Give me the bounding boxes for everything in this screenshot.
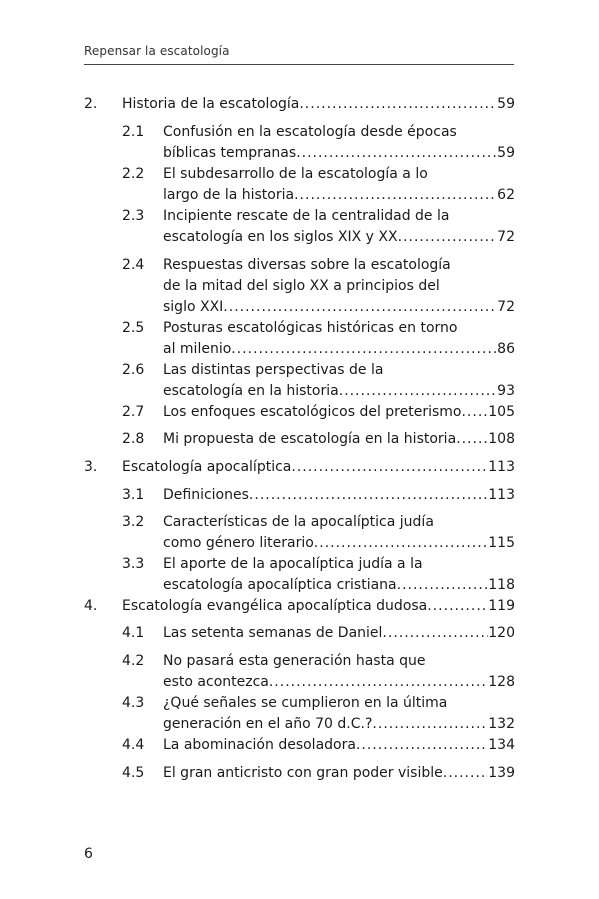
toc-entry-number: 4.3 bbox=[122, 695, 145, 711]
toc-leader-row bbox=[163, 429, 515, 450]
dot-leader bbox=[339, 381, 497, 402]
toc-entry-number: 2. bbox=[84, 96, 98, 112]
toc-page-number: 72 bbox=[497, 299, 515, 315]
toc-entry-number: 2.7 bbox=[122, 404, 145, 420]
toc-page-number: 119 bbox=[488, 598, 515, 614]
running-head: Repensar la escatología bbox=[84, 44, 230, 58]
toc-title-line: generación en el año 70 d.C.? bbox=[163, 716, 373, 732]
toc-title-line: de la mitad del siglo XX a principios del bbox=[163, 278, 440, 294]
dot-leader bbox=[231, 339, 497, 360]
toc-page-number: 59 bbox=[497, 145, 515, 161]
toc-title-line: Confusión en la escatología desde épocas bbox=[163, 124, 457, 140]
toc-title-line: ¿Qué señales se cumplieron en la última bbox=[163, 695, 448, 711]
toc-entry-number: 3. bbox=[84, 459, 98, 475]
toc-leader-row bbox=[163, 672, 515, 693]
toc-title-line: Historia de la escatología bbox=[122, 96, 300, 112]
toc-entry-number: 3.1 bbox=[122, 487, 145, 503]
toc-page-number: 139 bbox=[488, 765, 515, 781]
toc-leader-row bbox=[163, 339, 515, 360]
toc-entry-number: 2.6 bbox=[122, 362, 145, 378]
toc-leader-row bbox=[163, 575, 515, 596]
toc-title-line: bíblicas tempranas bbox=[163, 145, 297, 161]
toc-entry-title bbox=[163, 255, 515, 318]
toc-leader-row bbox=[163, 485, 515, 506]
toc-entry-number: 3.3 bbox=[122, 556, 145, 572]
toc-title-line: La abominación desoladora bbox=[163, 737, 356, 753]
toc-page-number: 59 bbox=[497, 96, 515, 112]
toc-entry-number: 4. bbox=[84, 598, 98, 614]
dot-leader bbox=[249, 485, 488, 506]
toc-title-line: No pasará esta generación hasta que bbox=[163, 653, 426, 669]
toc-page-number: 134 bbox=[488, 737, 515, 753]
dot-leader bbox=[314, 533, 488, 554]
toc-leader-row bbox=[163, 143, 515, 164]
toc-title-line: como género literario bbox=[163, 535, 314, 551]
toc-title-line: esto acontezca bbox=[163, 674, 269, 690]
toc-entry-title bbox=[163, 693, 515, 735]
toc-title-line: Respuestas diversas sobre la escatología bbox=[163, 257, 451, 273]
toc-entry-number: 4.1 bbox=[122, 625, 145, 641]
toc-title-line: largo de la historia bbox=[163, 187, 295, 203]
toc-entry-title bbox=[163, 360, 515, 402]
toc-entry-number: 2.8 bbox=[122, 431, 145, 447]
toc-title-line: siglo XXI bbox=[163, 299, 224, 315]
toc-entry-title bbox=[163, 735, 515, 756]
toc-entry-number: 4.4 bbox=[122, 737, 145, 753]
dot-leader bbox=[296, 143, 497, 164]
toc-entry-title bbox=[163, 429, 515, 450]
toc-title-line: Las distintas perspectivas de la bbox=[163, 362, 384, 378]
toc-entry-title bbox=[163, 206, 515, 248]
toc-title-line: Posturas escatológicas históricas en torno bbox=[163, 320, 458, 336]
toc-entry-number: 4.5 bbox=[122, 765, 145, 781]
toc-entry-title bbox=[163, 651, 515, 693]
dot-leader bbox=[397, 575, 489, 596]
toc-page-number: 120 bbox=[488, 625, 515, 641]
toc-leader-row bbox=[163, 533, 515, 554]
toc-page-number: 113 bbox=[488, 487, 515, 503]
toc-title-line: Los enfoques escatológicos del preterismo bbox=[163, 404, 462, 420]
toc-title-line: escatología en la historia bbox=[163, 383, 339, 399]
toc-entry-title bbox=[163, 512, 515, 554]
toc-page-number: 86 bbox=[497, 341, 515, 357]
toc-page-number: 113 bbox=[488, 459, 515, 475]
dot-leader bbox=[356, 735, 488, 756]
dot-leader bbox=[461, 402, 488, 423]
toc-leader-row bbox=[122, 596, 515, 617]
toc-leader-row bbox=[163, 623, 515, 644]
dot-leader bbox=[456, 429, 488, 450]
dot-leader bbox=[427, 596, 488, 617]
toc-leader-row bbox=[122, 457, 515, 478]
toc-entry-title bbox=[163, 623, 515, 644]
toc-entry-title bbox=[163, 554, 515, 596]
toc-page-number: 132 bbox=[488, 716, 515, 732]
toc-entry-title bbox=[163, 763, 515, 784]
toc-title-line: El aporte de la apocalíptica judía a la bbox=[163, 556, 423, 572]
toc-page-number: 108 bbox=[488, 431, 515, 447]
toc-leader-row bbox=[163, 402, 515, 423]
toc-entry-number: 3.2 bbox=[122, 514, 145, 530]
toc-page-number: 115 bbox=[488, 535, 515, 551]
toc-title-line: escatología apocalíptica cristiana bbox=[163, 577, 397, 593]
toc-title-line: Las setenta semanas de Daniel bbox=[163, 625, 383, 641]
toc-entry-number: 2.1 bbox=[122, 124, 145, 140]
toc-entry-number: 2.5 bbox=[122, 320, 145, 336]
dot-leader bbox=[372, 714, 488, 735]
toc-title-line: al milenio bbox=[163, 341, 232, 357]
toc-title-line: Incipiente rescate de la centralidad de la bbox=[163, 208, 450, 224]
dot-leader bbox=[223, 297, 497, 318]
dot-leader bbox=[398, 227, 498, 248]
toc-title-line: Escatología apocalíptica bbox=[122, 459, 292, 475]
toc-page-number: 62 bbox=[497, 187, 515, 203]
toc-leader-row bbox=[163, 297, 515, 318]
toc-entry-title bbox=[122, 596, 515, 617]
dot-leader bbox=[443, 763, 489, 784]
toc-entry-title bbox=[163, 164, 515, 206]
toc-entry-title bbox=[122, 94, 515, 115]
toc-entry-number: 2.2 bbox=[122, 166, 145, 182]
toc-title-line: Mi propuesta de escatología en la historia bbox=[163, 431, 457, 447]
toc-leader-row bbox=[163, 227, 515, 248]
toc-title-line: El gran anticristo con gran poder visible bbox=[163, 765, 443, 781]
toc-leader-row bbox=[163, 763, 515, 784]
toc-entry-title bbox=[122, 457, 515, 478]
toc-title-line: Características de la apocalíptica judía bbox=[163, 514, 434, 530]
toc-leader-row bbox=[122, 94, 515, 115]
page-number: 6 bbox=[84, 846, 93, 862]
toc-page-number: 105 bbox=[488, 404, 515, 420]
dot-leader bbox=[294, 185, 497, 206]
dot-leader bbox=[299, 94, 497, 115]
toc-title-line: escatología en los siglos XIX y XX bbox=[163, 229, 398, 245]
toc-entry-title bbox=[163, 122, 515, 164]
toc-leader-row bbox=[163, 185, 515, 206]
dot-leader bbox=[291, 457, 488, 478]
toc-entry-number: 2.4 bbox=[122, 257, 145, 273]
toc-page-number: 72 bbox=[497, 229, 515, 245]
toc-title-line: Definiciones bbox=[163, 487, 249, 503]
toc-page-number: 93 bbox=[497, 383, 515, 399]
toc-leader-row bbox=[163, 381, 515, 402]
toc-entry-number: 2.3 bbox=[122, 208, 145, 224]
dot-leader bbox=[382, 623, 488, 644]
toc-page-number: 128 bbox=[488, 674, 515, 690]
toc-entry-title bbox=[163, 485, 515, 506]
toc-page-number: 118 bbox=[488, 577, 515, 593]
toc-entry-title bbox=[163, 402, 515, 423]
dot-leader bbox=[269, 672, 488, 693]
toc-leader-row bbox=[163, 714, 515, 735]
toc-leader-row bbox=[163, 735, 515, 756]
toc-entry-number: 4.2 bbox=[122, 653, 145, 669]
toc-entry-title bbox=[163, 318, 515, 360]
toc-title-line: El subdesarrollo de la escatología a lo bbox=[163, 166, 428, 182]
toc-title-line: Escatología evangélica apocalíptica dudosa bbox=[122, 598, 428, 614]
